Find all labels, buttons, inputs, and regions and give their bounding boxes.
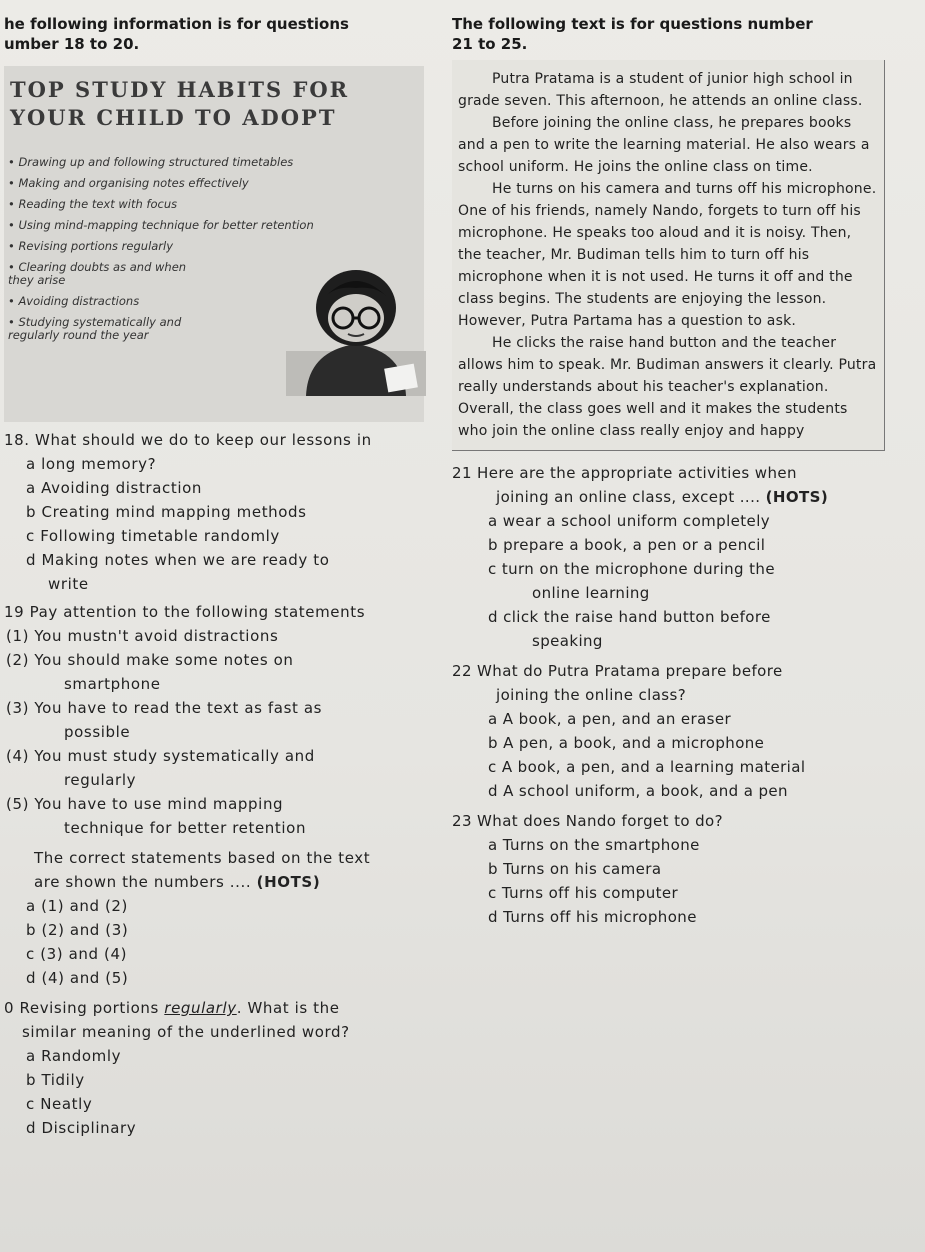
question-23 — [452, 809, 920, 929]
question-20-title — [4, 996, 440, 1020]
question-19-prompt: The correct statements based on the text — [34, 849, 371, 867]
habits-title-line: YOUR CHILD TO ADOPT — [10, 105, 337, 130]
question-20-title-text: 0 Revising portions — [4, 999, 165, 1017]
passage-paragraph: Before joining the online class, he prepares books and a pen to write the learning material. He also wears a school uniform. He joins the online class on time. — [458, 115, 870, 175]
habits-title — [10, 76, 349, 132]
passage-paragraph: He turns on his camera and turns off his microphone. One of his friends, namely Nando, forgets to turn off his microphone. He speaks too aloud and it is noisy. Then, the teacher, Mr. Budiman tells him to turn off his microphone when it is not used. He turns it off and the class begins. The students are enjoying the lesson. However, Putra Partama has a question to ask. — [458, 181, 877, 329]
option-b[interactable]: b (2) and (3) — [26, 921, 129, 939]
option-d-continued: speaking — [532, 632, 603, 650]
question-20-title: similar meaning of the underlined word? — [22, 1023, 350, 1041]
option-a[interactable]: a Avoiding distraction — [26, 479, 202, 497]
option-a[interactable]: a A book, a pen, and an eraser — [488, 710, 732, 728]
habit-item: • Revising portions regularly — [8, 239, 174, 253]
right-intro — [452, 14, 920, 54]
left-intro-line: umber 18 to 20. — [4, 35, 140, 53]
question-18-title: a long memory? — [26, 455, 157, 473]
option-b[interactable]: b Turns on his camera — [488, 860, 662, 878]
hots-tag: (HOTS) — [765, 488, 829, 506]
option-d[interactable]: d Disciplinary — [26, 1119, 137, 1137]
statement-continued: regularly — [64, 771, 137, 789]
right-intro-line: The following text is for questions number — [452, 15, 813, 33]
question-22-title: 22 What do Putra Pratama prepare before — [452, 662, 783, 680]
habits-title-line: TOP STUDY HABITS FOR — [10, 77, 350, 102]
statement: (2) You should make some notes on — [6, 651, 294, 669]
option-d[interactable]: d (4) and (5) — [26, 969, 129, 987]
statement: (4) You must study systematically and — [6, 747, 315, 765]
question-21-title-text: joining an online class, except .... — [496, 488, 761, 506]
question-19-prompt-text: are shown the numbers .... — [34, 873, 252, 891]
statement: (5) You have to use mind mapping — [6, 795, 284, 813]
option-d[interactable]: d Turns off his microphone — [488, 908, 697, 926]
option-c[interactable]: c turn on the microphone during the — [488, 560, 775, 578]
right-intro-line: 21 to 25. — [452, 35, 528, 53]
habit-item: • Making and organising notes effectively — [8, 176, 249, 190]
statement: (1) You mustn't avoid distractions — [6, 627, 279, 645]
underlined-word: regularly — [164, 999, 237, 1017]
option-b[interactable]: b Creating mind mapping methods — [26, 503, 307, 521]
habit-item: • Studying systematically and regularly round the year — [8, 315, 182, 342]
option-a[interactable]: a wear a school uniform completely — [488, 512, 771, 530]
option-c[interactable]: c Turns off his computer — [488, 884, 679, 902]
statement: (3) You have to read the text as fast as — [6, 699, 323, 717]
option-d[interactable]: d click the raise hand button before — [488, 608, 771, 626]
left-intro-line: he following information is for questions — [4, 15, 349, 33]
option-b[interactable]: b Tidily — [26, 1071, 85, 1089]
habit-item: • Avoiding distractions — [8, 294, 140, 308]
option-c[interactable]: c Neatly — [26, 1095, 93, 1113]
option-a[interactable]: a (1) and (2) — [26, 897, 129, 915]
question-20-title-text: . What is the — [236, 999, 340, 1017]
question-21-title: 21 Here are the appropriate activities when — [452, 464, 797, 482]
question-20 — [4, 996, 440, 1140]
option-b[interactable]: b prepare a book, a pen or a pencil — [488, 536, 766, 554]
left-column — [4, 14, 440, 1140]
passage-paragraph: Putra Pratama is a student of junior high school in grade seven. This afternoon, he attends an online class. — [458, 71, 863, 109]
habit-item: • Using mind-mapping technique for better retention — [8, 218, 314, 232]
option-c[interactable]: c Following timetable randomly — [26, 527, 280, 545]
option-c[interactable]: c (3) and (4) — [26, 945, 128, 963]
option-d-continued: write — [48, 575, 89, 593]
right-column — [452, 14, 920, 929]
option-a[interactable]: a Randomly — [26, 1047, 122, 1065]
option-d[interactable]: d A school uniform, a book, and a pen — [488, 782, 788, 800]
hots-tag: (HOTS) — [256, 873, 321, 891]
question-19-title: 19 Pay attention to the following statements — [4, 603, 366, 621]
statement-continued: technique for better retention — [64, 819, 307, 837]
studying-child-illustration — [286, 256, 426, 396]
statement-continued: possible — [64, 723, 131, 741]
option-d[interactable]: d Making notes when we are ready to — [26, 551, 330, 569]
question-18-title: 18. What should we do to keep our lessons in — [4, 431, 372, 449]
left-intro — [4, 14, 440, 54]
question-23-title: 23 What does Nando forget to do? — [452, 812, 723, 830]
question-21-title — [452, 485, 920, 509]
question-22 — [452, 659, 920, 803]
passage-paragraph: He clicks the raise hand button and the teacher allows him to speak. Mr. Budiman answers it clearly. Putra really understands about his teacher's explanation. Overall, the class goes well and it makes the students who join the online class really enjoy and happy — [458, 335, 877, 439]
study-habits-infographic — [4, 66, 424, 422]
option-c-continued: online learning — [532, 584, 650, 602]
question-18 — [4, 428, 440, 596]
question-21 — [452, 461, 920, 653]
question-19-prompt — [4, 870, 440, 894]
statement-continued: smartphone — [64, 675, 161, 693]
question-19 — [4, 600, 440, 990]
habit-item: • Clearing doubts as and when they arise — [8, 260, 187, 287]
reading-passage — [452, 60, 885, 451]
option-b[interactable]: b A pen, a book, and a microphone — [488, 734, 765, 752]
habit-item: • Drawing up and following structured timetables — [8, 155, 294, 169]
option-c[interactable]: c A book, a pen, and a learning material — [488, 758, 806, 776]
question-22-title: joining the online class? — [496, 686, 687, 704]
habit-item: • Reading the text with focus — [8, 197, 178, 211]
option-a[interactable]: a Turns on the smartphone — [488, 836, 700, 854]
